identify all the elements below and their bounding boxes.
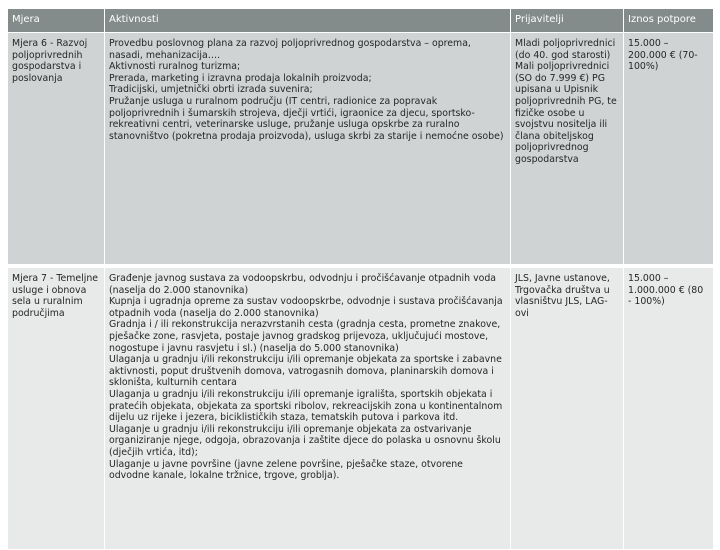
- activity-item: Gradnja i / ili rekonstrukcija nerazvrstanih cesta (gradnja cesta, prometne znakove, pješačke zone, rasvjeta, postaje javnog gradskog prijevoza, uključujući mostove, nogostupe i javnu rasvjetu i sl.) (naselja do 5.000 stanovnika): [109, 319, 501, 354]
- header-measure: Mjera: [8, 9, 105, 33]
- activity-item: Provedbu poslovnog plana za razvoj poljoprivrednog gospodarstva – oprema, nasadi, mehanizacija….: [109, 38, 471, 61]
- activity-item: Ulaganja u gradnju i/ili rekonstrukciju i/ili opremanje igrališta, sportskih objekata i pratećih objekata, objekata za sportski ribolov, rekreacijskih zona u kontinentalnom dijelu uz rijeke i jezera, biciklističkih staza, tematskih putova i parkova itd.: [109, 388, 503, 424]
- activity-item: Tradicijski, umjetnički obrti izrada suvenira;: [109, 84, 313, 96]
- activity-item: Pružanje usluga u ruralnom području (IT centri, radionice za popravak poljoprivrednih i šumarskih strojeva, dječji vrtići, igraonice za djecu, sportsko-rekreativni centri, veterinarske usluge, pružanje usluga opskrbe za ruralno stanovništvo (pokretna prodaja proizvoda), usluga skrbi za starije i nemoćne osobe): [109, 95, 504, 142]
- activities-cell: [105, 266, 511, 550]
- amount-cell: 15.000 – 1.000.000 € (80 - 100%): [624, 266, 714, 550]
- activity-item: Ulaganja u gradnju i/ili rekonstrukciju i/ili opremanje objekata za sportske i zabavne aktivnosti, poput društvenih domova, vatrogasnih domova, planinarskih domova i skloništa, kulturnih centara: [109, 354, 502, 389]
- activity-item: Prerada, marketing i izravna prodaja lokalnih proizvoda;: [109, 72, 372, 84]
- activity-item: Aktivnosti ruralnog turizma;: [109, 61, 241, 73]
- applicants-cell: Mladi poljoprivrednici (do 40. god starosti) Mali poljoprivrednici (SO do 7.999 €) PG upisana u Upisnik poljoprivrednih PG, te fizičke osobe u svojstvu nositelja ili člana obiteljskog poljoprivrednog gospodarstva: [511, 33, 624, 267]
- activities-cell: [105, 33, 511, 267]
- header-applicants: Prijavitelji: [511, 9, 624, 33]
- activity-item: Kupnja i ugradnja opreme za sustav vodoopskrbe, odvodnje i sustava pročišćavanja otpadnih voda (naselja do 2.000 stanovnika): [109, 296, 503, 319]
- table-row: [8, 33, 714, 267]
- measure-cell: Mjera 6 - Razvoj poljoprivrednih gospodarstva i poslovanja: [8, 33, 105, 267]
- table-header-row: [8, 9, 714, 33]
- activity-item: Građenje javnog sustava za vodoopskrbu, odvodnju i pročišćavanje otpadnih voda (naselja do 2.000 stanovnika): [109, 273, 497, 296]
- activity-item: Ulaganje u gradnju i/ili rekonstrukciju i/ili opremanje objekata za ostvarivanje organiziranje njege, odgoja, obrazovanja i zaštite djece do polaska u osnovnu školu (dječjih vrtića, itd);: [109, 423, 501, 458]
- amount-cell: 15.000 – 200.000 € (70-100%): [624, 33, 714, 267]
- activity-item: Ulaganje u javne površine (javne zelene površine, pješačke staze, otvorene odvodne kanale, lokalne tržnice, trgove, groblja).: [109, 458, 463, 482]
- header-amount: Iznos potpore: [624, 9, 714, 33]
- measure-cell: Mjera 7 - Temeljne usluge i obnova sela u ruralnim područjima: [8, 266, 105, 550]
- measures-table: [7, 8, 714, 550]
- applicants-cell: JLS, Javne ustanove, Trgovačka društva u vlasništvu JLS, LAG-ovi: [511, 266, 624, 550]
- table-row: [8, 266, 714, 550]
- header-activities: Aktivnosti: [105, 9, 511, 33]
